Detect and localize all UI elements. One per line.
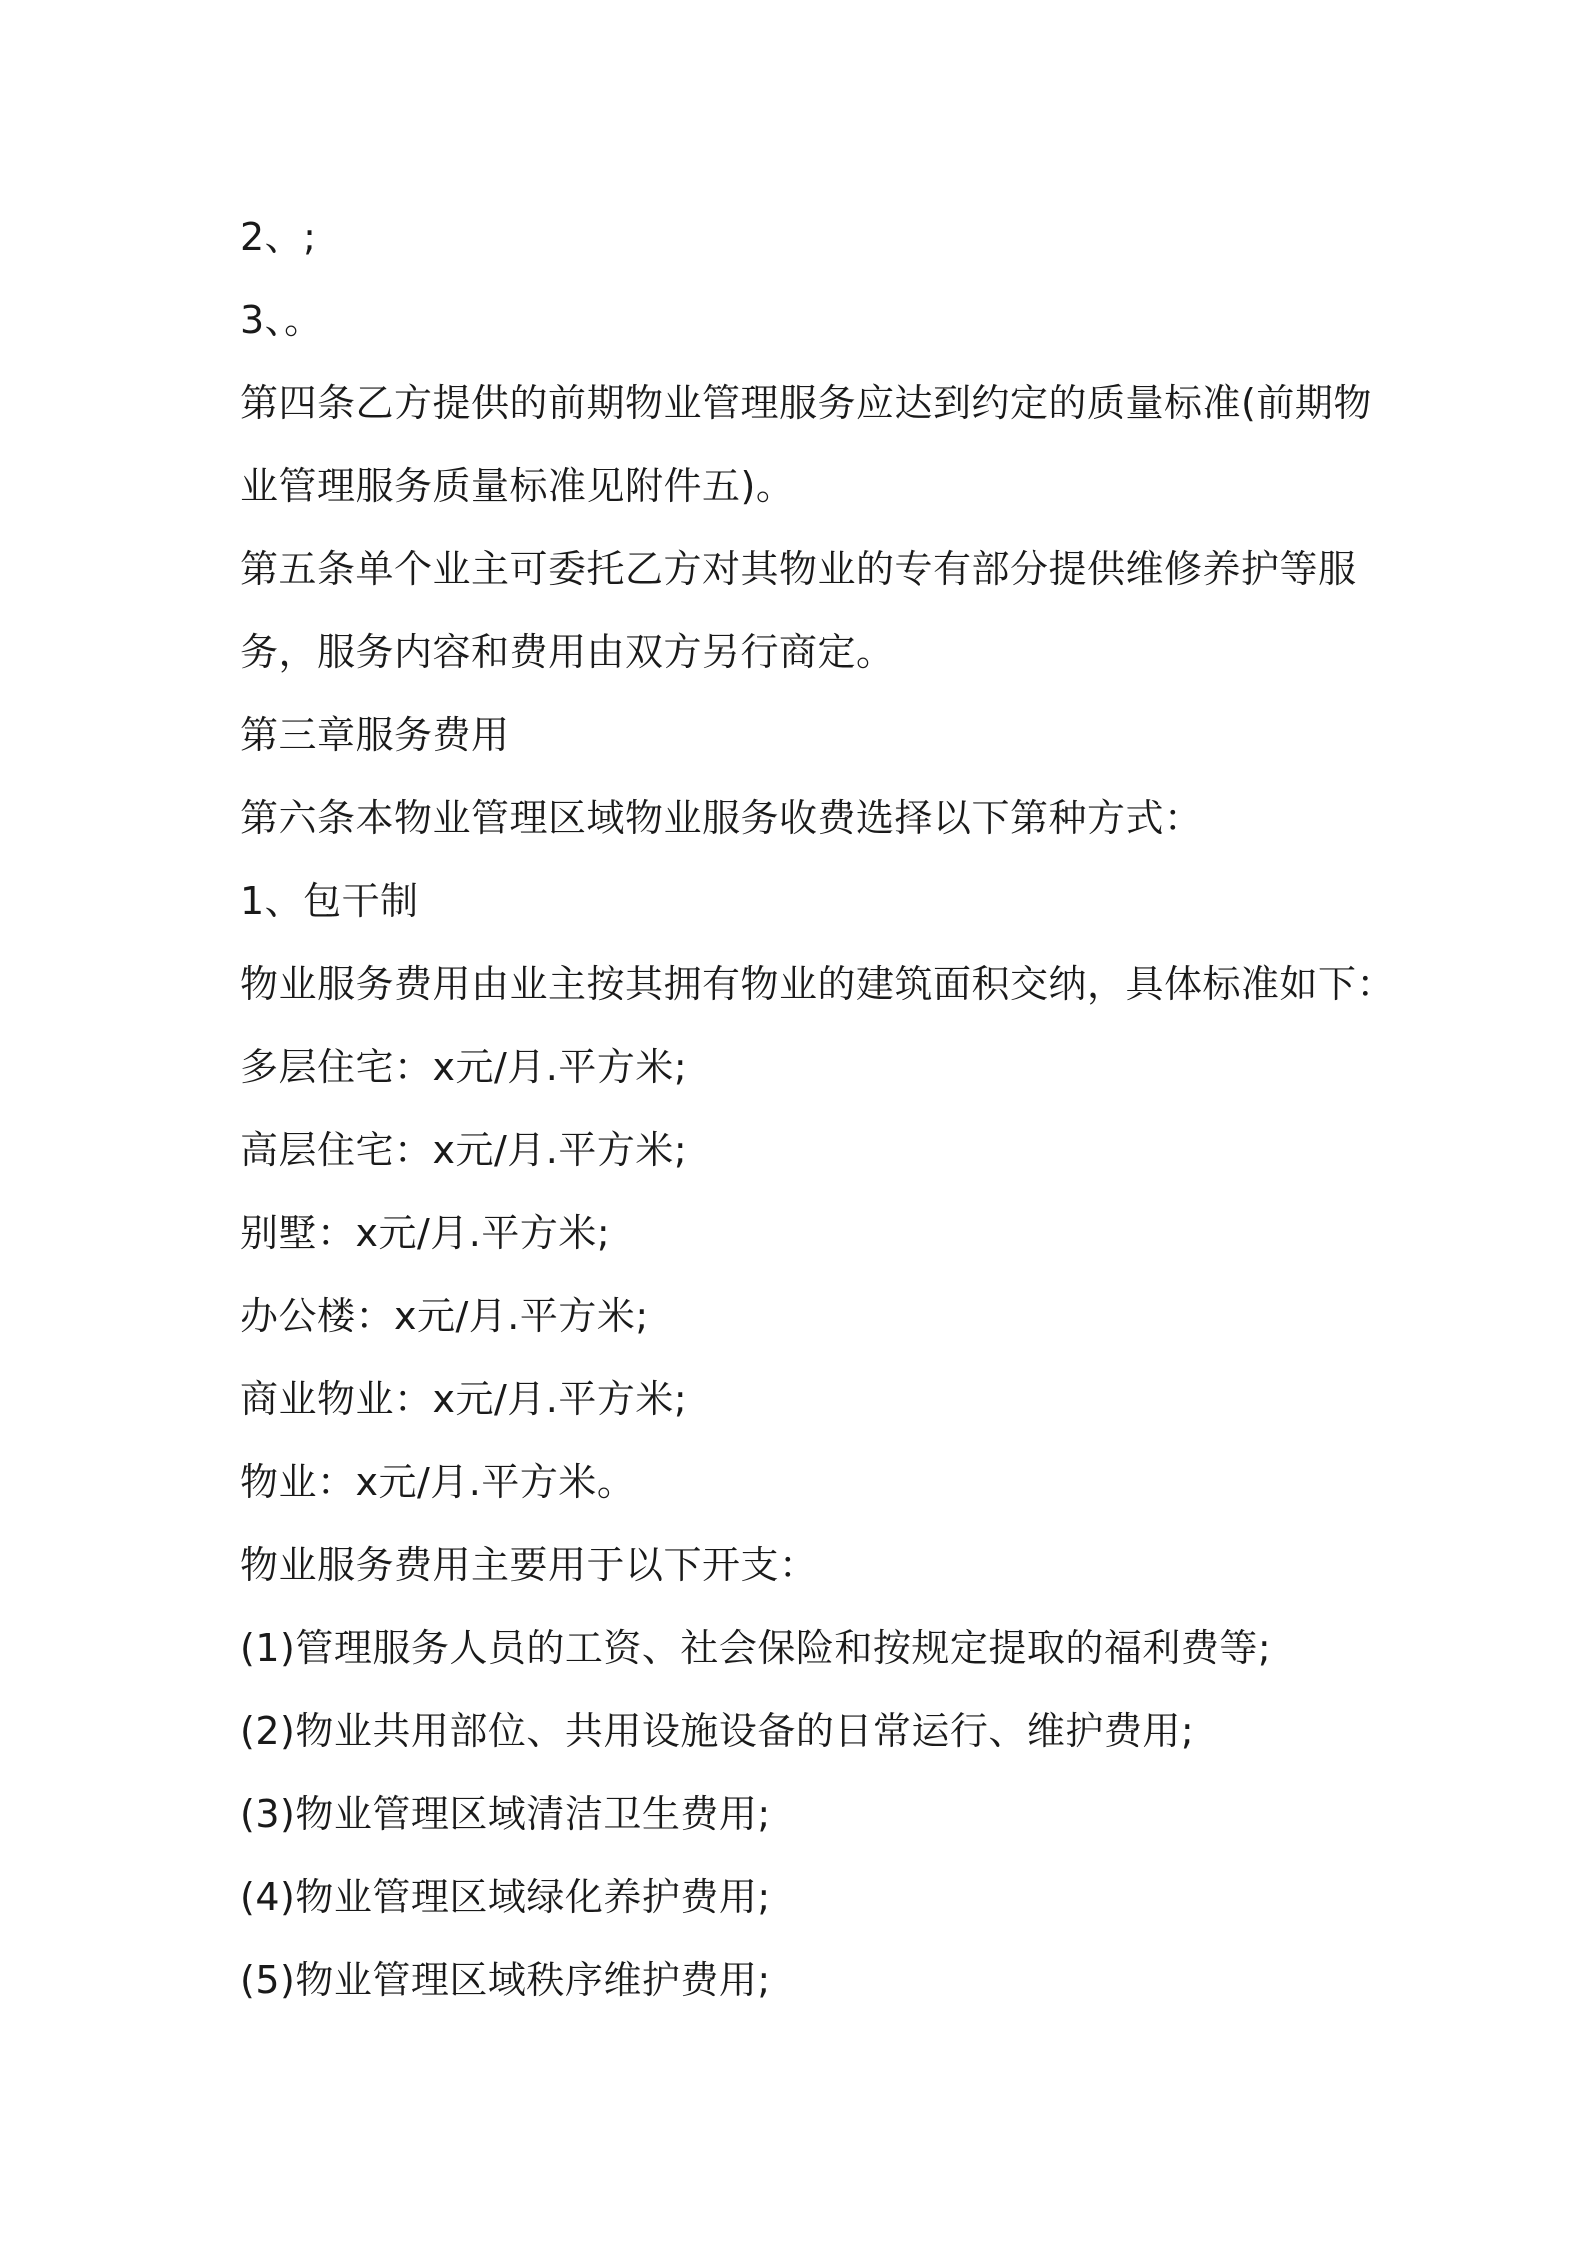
fee-rate-other: 物业：x元/月.平方米。	[240, 1460, 636, 1504]
article-4-line-2: 业管理服务质量标准见附件五)。	[240, 464, 795, 508]
expense-item-2: (2)物业共用部位、共用设施设备的日常运行、维护费用;	[240, 1709, 1195, 1753]
expense-intro: 物业服务费用主要用于以下开支：	[240, 1543, 818, 1587]
document-body	[240, 196, 1396, 2022]
article-5-line-2: 务，服务内容和费用由双方另行商定。	[240, 630, 895, 674]
expense-item-1: (1)管理服务人员的工资、社会保险和按规定提取的福利费等;	[240, 1626, 1272, 1670]
fee-rate-commercial: 商业物业：x元/月.平方米;	[240, 1377, 688, 1421]
expense-item-5: (5)物业管理区域秩序维护费用;	[240, 1958, 771, 2002]
expense-item-4: (4)物业管理区域绿化养护费用;	[240, 1875, 771, 1919]
fee-standard-intro: 物业服务费用由业主按其拥有物业的建筑面积交纳，具体标准如下：	[240, 962, 1396, 1006]
list-item-3: 3、。	[240, 298, 323, 342]
expense-item-3: (3)物业管理区域清洁卫生费用;	[240, 1792, 771, 1836]
fee-rate-office: 办公楼：x元/月.平方米;	[240, 1294, 649, 1338]
fee-rate-high-rise: 高层住宅：x元/月.平方米;	[240, 1128, 688, 1172]
fee-rate-villa: 别墅：x元/月.平方米;	[240, 1211, 611, 1255]
list-item-2: 2、;	[240, 215, 317, 259]
fee-rate-multi-storey: 多层住宅：x元/月.平方米;	[240, 1045, 688, 1089]
article-6: 第六条本物业管理区域物业服务收费选择以下第种方式：	[240, 796, 1203, 840]
article-5-line-1: 第五条单个业主可委托乙方对其物业的专有部分提供维修养护等服	[240, 547, 1357, 591]
chapter-3-heading: 第三章服务费用	[240, 713, 510, 757]
fee-method-lump-sum: 1、包干制	[240, 879, 419, 923]
article-4-line-1: 第四条乙方提供的前期物业管理服务应达到约定的质量标准(前期物	[240, 381, 1372, 425]
